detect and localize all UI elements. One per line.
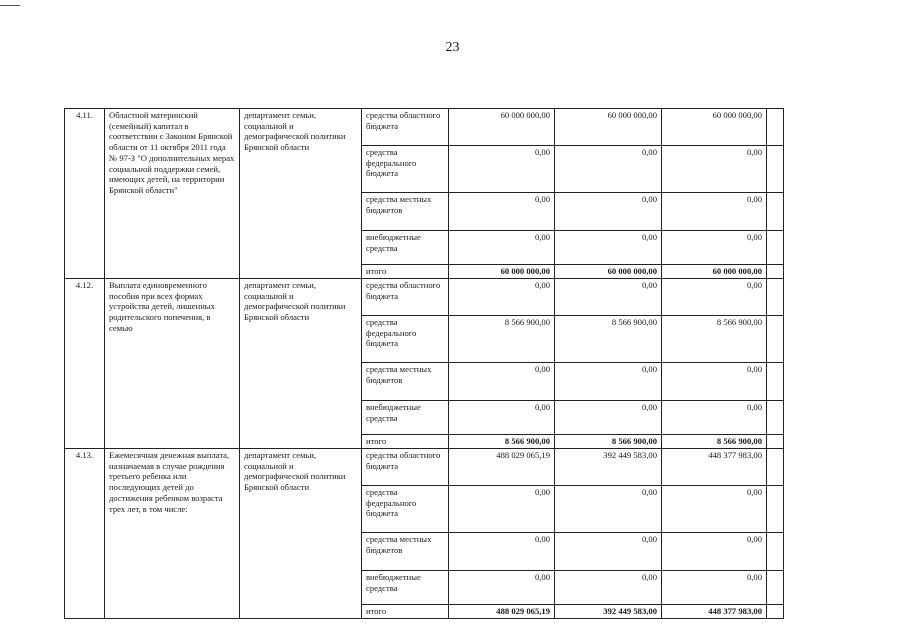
amount-year-1: 0,00 — [449, 363, 555, 401]
amount-year-1: 488 029 065,19 — [449, 449, 555, 486]
empty-cell — [767, 279, 784, 316]
amount-year-2: 0,00 — [555, 146, 662, 193]
amount-year-1: 8 566 900,00 — [449, 435, 555, 449]
empty-cell — [767, 401, 784, 435]
budget-table-body — [65, 109, 784, 619]
amount-year-1: 0,00 — [449, 279, 555, 316]
amount-year-3: 0,00 — [662, 193, 767, 231]
funding-source: средства федерального бюджета — [362, 146, 449, 193]
table-row — [65, 449, 784, 486]
corner-mark — [0, 5, 20, 6]
funding-source: средства областного бюджета — [362, 279, 449, 316]
amount-year-3: 0,00 — [662, 363, 767, 401]
amount-year-3: 60 000 000,00 — [662, 109, 767, 146]
empty-cell — [767, 316, 784, 363]
empty-cell — [767, 571, 784, 605]
empty-cell — [767, 435, 784, 449]
budget-table — [64, 108, 784, 619]
funding-source: средства областного бюджета — [362, 109, 449, 146]
table-row — [65, 279, 784, 316]
funding-source: средства федерального бюджета — [362, 316, 449, 363]
responsible-department: департамент семьи, социальной и демографической политики Брянской области — [240, 449, 362, 619]
empty-cell — [767, 231, 784, 265]
amount-year-1: 0,00 — [449, 486, 555, 533]
amount-year-2: 0,00 — [555, 363, 662, 401]
amount-year-1: 0,00 — [449, 231, 555, 265]
amount-year-1: 0,00 — [449, 193, 555, 231]
amount-year-2: 0,00 — [555, 486, 662, 533]
page-number: 23 — [445, 40, 460, 55]
amount-year-2: 8 566 900,00 — [555, 316, 662, 363]
amount-year-2: 0,00 — [555, 533, 662, 571]
funding-source: итого — [362, 605, 449, 619]
responsible-department: департамент семьи, социальной и демографической политики Брянской области — [240, 109, 362, 279]
empty-cell — [767, 363, 784, 401]
amount-year-2: 0,00 — [555, 193, 662, 231]
table-row — [65, 109, 784, 146]
amount-year-1: 488 029 065,19 — [449, 605, 555, 619]
funding-source: итого — [362, 265, 449, 279]
amount-year-3: 8 566 900,00 — [662, 435, 767, 449]
amount-year-2: 392 449 583,00 — [555, 449, 662, 486]
amount-year-3: 0,00 — [662, 571, 767, 605]
amount-year-3: 0,00 — [662, 146, 767, 193]
empty-cell — [767, 533, 784, 571]
funding-source: внебюджетные средства — [362, 401, 449, 435]
measure-name: Областной материнский (семейный) капитал в соответствии с Законом Брянской области от 11 октября 2011 года № 97-З "О дополнительных мерах социальной поддержки семей, имеющих детей, на территории Брянской области" — [105, 109, 240, 279]
amount-year-2: 0,00 — [555, 231, 662, 265]
amount-year-1: 0,00 — [449, 571, 555, 605]
funding-source: внебюджетные средства — [362, 571, 449, 605]
measure-name: Ежемесячная денежная выплата, назначаемая в случае рождения третьего ребенка или последующих детей до достижения ребенком возраста трех лет, в том числе: — [105, 449, 240, 619]
funding-source: средства местных бюджетов — [362, 533, 449, 571]
empty-cell — [767, 449, 784, 486]
funding-source: внебюджетные средства — [362, 231, 449, 265]
amount-year-2: 0,00 — [555, 401, 662, 435]
amount-year-2: 8 566 900,00 — [555, 435, 662, 449]
amount-year-3: 0,00 — [662, 231, 767, 265]
funding-source: средства областного бюджета — [362, 449, 449, 486]
amount-year-2: 60 000 000,00 — [555, 109, 662, 146]
amount-year-3: 448 377 983,00 — [662, 449, 767, 486]
empty-cell — [767, 146, 784, 193]
amount-year-2: 0,00 — [555, 279, 662, 316]
amount-year-1: 60 000 000,00 — [449, 109, 555, 146]
item-number: 4.12. — [65, 279, 105, 449]
amount-year-3: 0,00 — [662, 533, 767, 571]
amount-year-2: 392 449 583,00 — [555, 605, 662, 619]
item-number: 4.11. — [65, 109, 105, 279]
empty-cell — [767, 265, 784, 279]
amount-year-1: 60 000 000,00 — [449, 265, 555, 279]
empty-cell — [767, 109, 784, 146]
amount-year-3: 0,00 — [662, 401, 767, 435]
amount-year-1: 0,00 — [449, 533, 555, 571]
responsible-department: департамент семьи, социальной и демографической политики Брянской области — [240, 279, 362, 449]
empty-cell — [767, 486, 784, 533]
empty-cell — [767, 193, 784, 231]
amount-year-2: 0,00 — [555, 571, 662, 605]
amount-year-2: 60 000 000,00 — [555, 265, 662, 279]
amount-year-3: 0,00 — [662, 279, 767, 316]
amount-year-1: 8 566 900,00 — [449, 316, 555, 363]
amount-year-3: 8 566 900,00 — [662, 316, 767, 363]
empty-cell — [767, 605, 784, 619]
amount-year-3: 60 000 000,00 — [662, 265, 767, 279]
measure-name: Выплата единовременного пособия при всех формах устройства детей, лишенных родительского попечения, в семью — [105, 279, 240, 449]
funding-source: средства местных бюджетов — [362, 363, 449, 401]
funding-source: итого — [362, 435, 449, 449]
amount-year-3: 0,00 — [662, 486, 767, 533]
amount-year-1: 0,00 — [449, 146, 555, 193]
item-number: 4.13. — [65, 449, 105, 619]
amount-year-3: 448 377 983,00 — [662, 605, 767, 619]
amount-year-1: 0,00 — [449, 401, 555, 435]
funding-source: средства местных бюджетов — [362, 193, 449, 231]
funding-source: средства федерального бюджета — [362, 486, 449, 533]
